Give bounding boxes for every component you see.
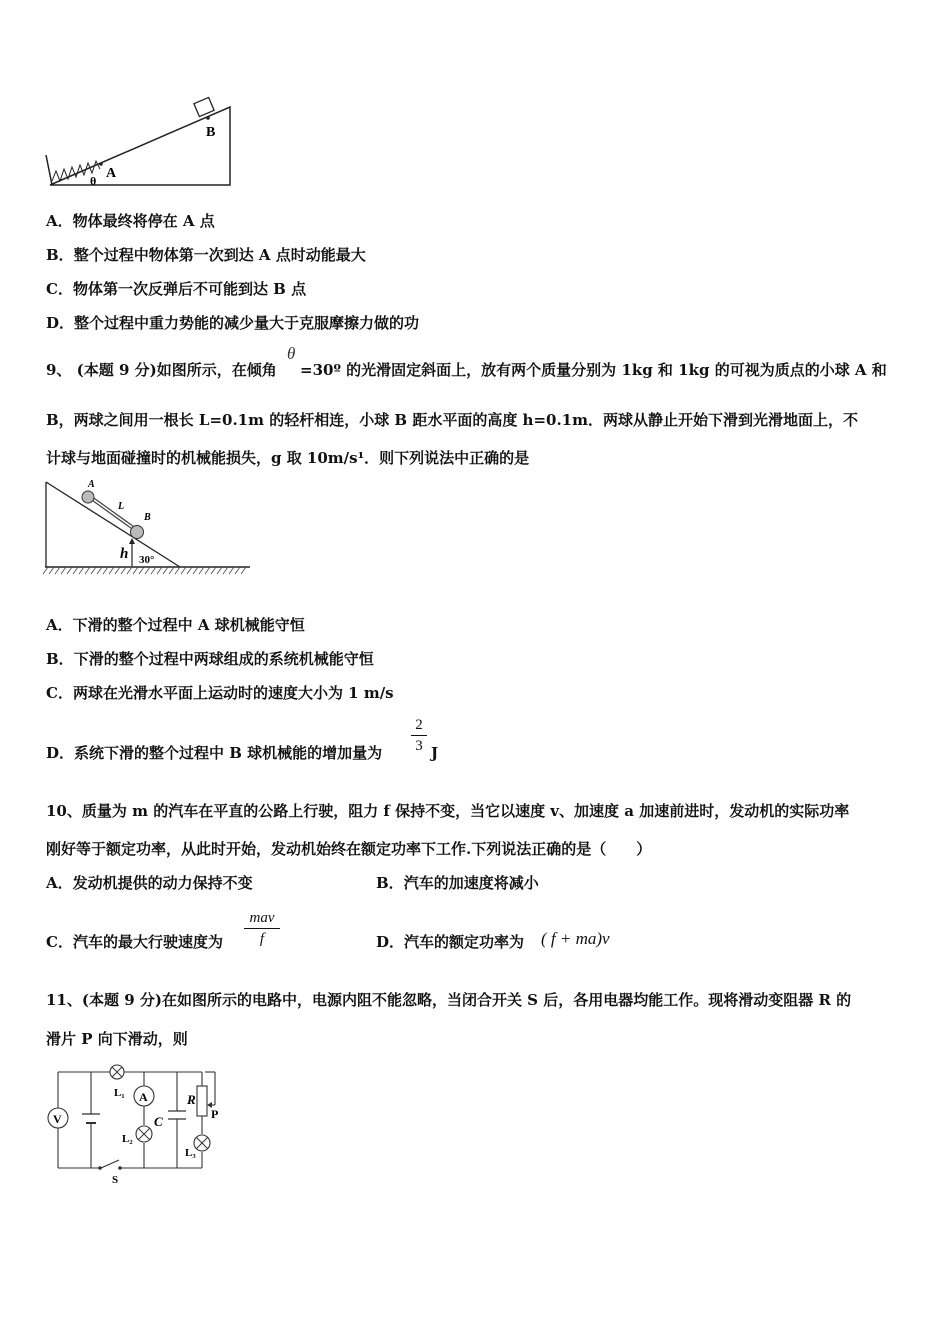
q8-label-a: A	[106, 166, 117, 181]
hatch-mark	[181, 567, 186, 574]
q9-incline	[46, 482, 180, 567]
hatch-mark	[229, 567, 234, 574]
hatch-mark	[67, 567, 72, 574]
q11-line2: 滑片 P 向下滑动，则	[46, 1030, 188, 1048]
q8-option-a: A．物体最终将停在 A 点	[46, 212, 215, 230]
q10-option-c-fraction	[244, 909, 280, 948]
q9-option-d: D．系统下滑的整个过程中 B 球机械能的增加量为	[46, 744, 383, 762]
hatch-mark	[151, 567, 156, 574]
q9-line2: B，两球之间用一根长 L=0.1m 的轻杆相连，小球 B 距水平面的高度 h=0.1m．两球从静止开始下滑到光滑地面上，不	[46, 411, 858, 429]
hatch-mark	[73, 567, 78, 574]
q10-frac-den: f	[259, 931, 265, 947]
q11-label-c: C	[154, 1114, 163, 1129]
hatch-mark	[199, 567, 204, 574]
hatch-mark	[91, 567, 96, 574]
q11-label-v: V	[53, 1112, 62, 1126]
hatch-mark	[121, 567, 126, 574]
hatch-mark	[115, 567, 120, 574]
q8-point-a	[99, 162, 103, 166]
hatch-mark	[193, 567, 198, 574]
q10-option-c: C．汽车的最大行驶速度为	[46, 933, 223, 951]
q9-label-h: h	[120, 546, 129, 562]
q9-frac-den: 3	[415, 738, 423, 754]
q11-label-s: S	[112, 1174, 119, 1185]
q8-option-b: B．整个过程中物体第一次到达 A 点时动能最大	[46, 246, 366, 264]
q11-label-l3: L₃	[185, 1147, 196, 1159]
hatch-mark	[169, 567, 174, 574]
hatch-mark	[43, 567, 48, 574]
q11-line1: 11、(本题 9 分)在如图所示的电路中，电源内阻不能忽略，当闭合开关 S 后，各用电器均能工作。现将滑动变阻器 R 的	[46, 991, 852, 1009]
hatch-mark	[145, 567, 150, 574]
hatch-mark	[97, 567, 102, 574]
q8-label-b: B	[206, 125, 216, 140]
q11-label-l2: L₂	[122, 1133, 133, 1145]
hatch-mark	[133, 567, 138, 574]
q9-option-b: B．下滑的整个过程中两球组成的系统机械能守恒	[46, 650, 374, 668]
q8-block	[194, 97, 214, 116]
q9-label-angle: 30°	[139, 554, 155, 566]
q11-rheostat	[197, 1086, 207, 1116]
q8-incline-figure	[40, 95, 240, 190]
hatch-mark	[211, 567, 216, 574]
hatch-mark	[61, 567, 66, 574]
q9-option-d-unit: J	[431, 744, 439, 762]
hatch-mark	[49, 567, 54, 574]
q10-option-a: A．发动机提供的动力保持不变	[46, 874, 253, 892]
q9-line1-after: =30º 的光滑固定斜面上，放有两个质量分别为 1kg 和 1kg 的可视为质点的小球 A 和	[300, 361, 887, 379]
q9-frac-num: 2	[415, 717, 423, 733]
q11-circuit-figure	[44, 1060, 224, 1185]
q9-ground-hatch	[43, 567, 246, 574]
q9-option-c: C．两球在光滑水平面上运动时的速度大小为 1 m/s	[46, 684, 394, 702]
hatch-mark	[85, 567, 90, 574]
q9-label-b: B	[144, 512, 151, 523]
q10-option-b: B．汽车的加速度将减小	[376, 874, 539, 892]
hatch-mark	[205, 567, 210, 574]
q9-option-a: A．下滑的整个过程中 A 球机械能守恒	[46, 616, 305, 634]
q10-option-d: D．汽车的额定功率为	[376, 933, 525, 951]
q9-option-d-fraction	[411, 716, 427, 755]
q9-ball-a	[82, 491, 94, 503]
q8-option-c: C．物体第一次反弹后不可能到达 B 点	[46, 280, 307, 298]
hatch-mark	[163, 567, 168, 574]
hatch-mark	[187, 567, 192, 574]
hatch-mark	[235, 567, 240, 574]
q8-wall	[46, 155, 52, 185]
q9-incline-figure	[40, 478, 255, 578]
hatch-mark	[139, 567, 144, 574]
hatch-mark	[55, 567, 60, 574]
hatch-mark	[157, 567, 162, 574]
q10-frac-num: mav	[249, 910, 275, 926]
q11-switch-blade	[101, 1160, 119, 1168]
hatch-mark	[79, 567, 84, 574]
q11-label-l1: L₁	[114, 1087, 125, 1099]
hatch-mark	[175, 567, 180, 574]
q8-label-theta: θ	[90, 174, 97, 188]
hatch-mark	[109, 567, 114, 574]
q9-line3: 计球与地面碰撞时的机械能损失，g 取 10m/s¹．则下列说法中正确的是	[46, 449, 530, 467]
hatch-mark	[223, 567, 228, 574]
q9-label-a: A	[88, 479, 95, 490]
q11-switch-right	[118, 1166, 122, 1170]
q8-point-b	[206, 116, 210, 120]
q10-line2: 刚好等于额定功率，从此时开始，发动机始终在额定功率下工作.下列说法正确的是（ ）	[46, 840, 652, 858]
q10-line1: 10、质量为 m 的汽车在平直的公路上行驶，阻力 f 保持不变，当它以速度 v、加速度 a 加速前进时，发动机的实际功率	[46, 802, 850, 820]
q9-height-arrow-head	[129, 538, 135, 544]
q9-ball-b	[131, 526, 144, 539]
q10-option-d-formula: ( f + ma)v	[541, 929, 610, 948]
hatch-mark	[217, 567, 222, 574]
q11-label-r: R	[187, 1092, 196, 1107]
hatch-mark	[103, 567, 108, 574]
q11-label-a: A	[139, 1090, 148, 1104]
q11-label-p: P	[211, 1107, 219, 1121]
q9-theta-symbol: θ	[287, 344, 296, 363]
q9-label-l: L	[118, 501, 125, 512]
q8-option-d: D．整个过程中重力势能的减少量大于克服摩擦力做的功	[46, 314, 420, 332]
q9-line1-before: 9、 (本题 9 分)如图所示，在倾角	[46, 361, 277, 379]
hatch-mark	[127, 567, 132, 574]
hatch-mark	[241, 567, 246, 574]
